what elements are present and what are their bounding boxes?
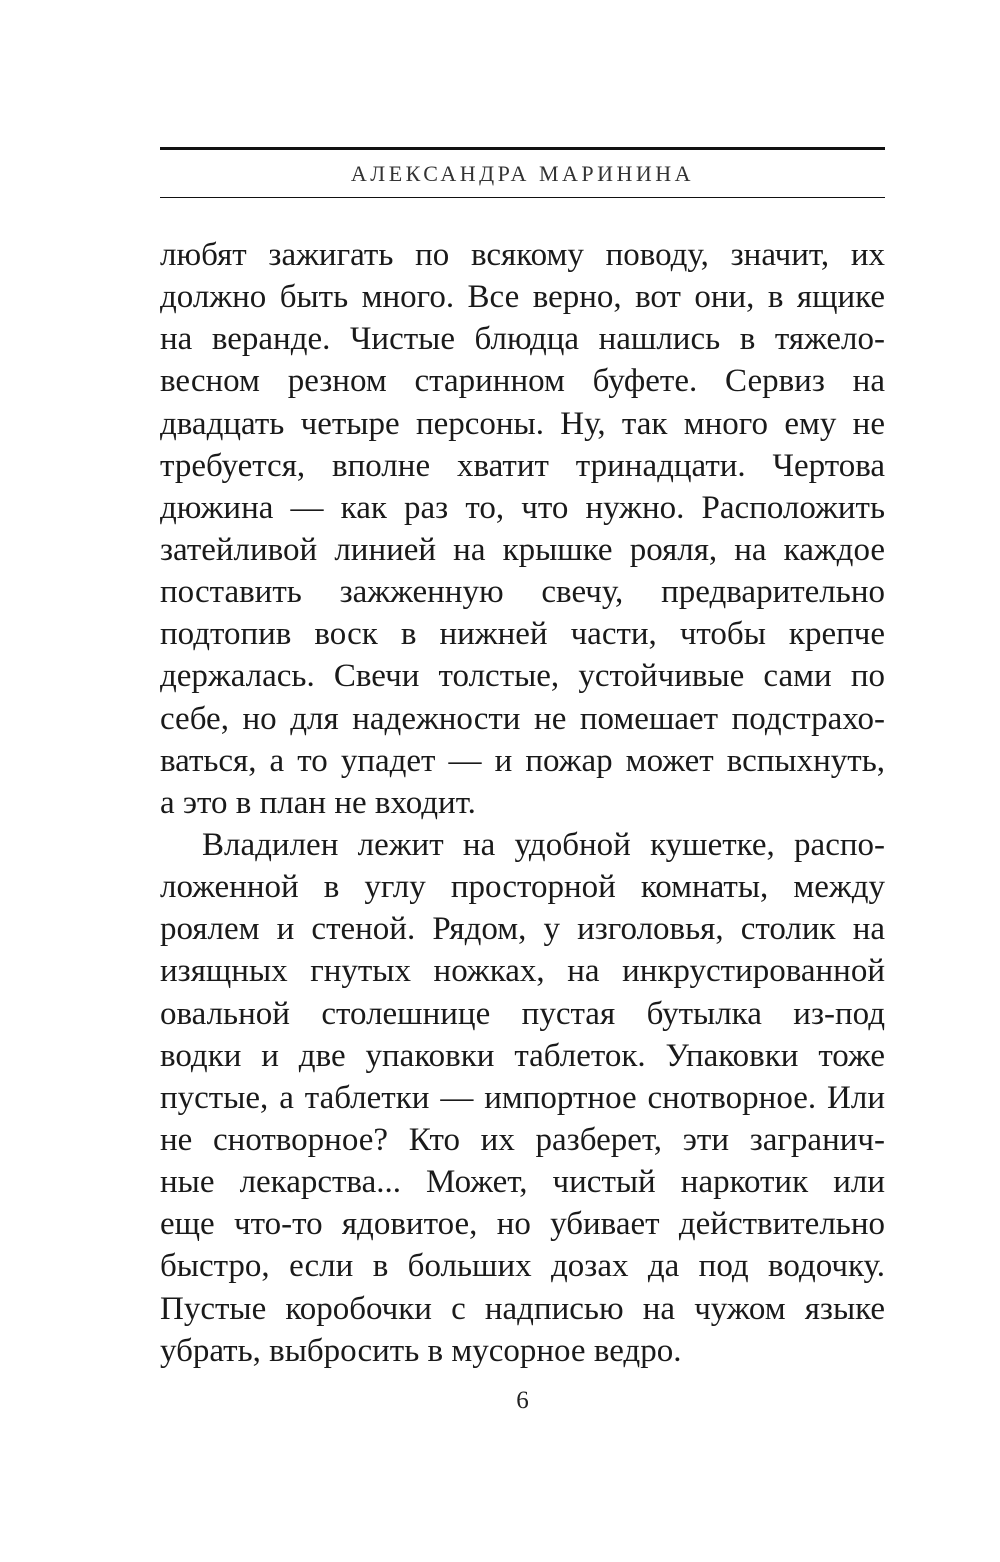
header-bottom-rule	[160, 197, 885, 198]
text-line: держалась. Свечи толстые, устойчивые сами по	[160, 658, 885, 695]
text-line: весном резном старинном буфете. Сервиз на	[160, 363, 885, 400]
text-line: на веранде. Чистые блюдца нашлись в тяжело-	[160, 321, 885, 358]
body-text	[160, 234, 885, 1372]
paragraph	[160, 824, 885, 1372]
page-number: 6	[516, 1387, 529, 1414]
text-line: двадцать четыре персоны. Ну, так много ему не	[160, 405, 885, 442]
text-line: требуется, вполне хватит тринадцати. Чертова	[160, 447, 885, 484]
text-line: Пустые коробочки с надписью на чужом языке	[160, 1290, 885, 1327]
running-head-author: АЛЕКСАНДРА МАРИНИНА	[350, 161, 695, 186]
text-line: а это в план не входит.	[160, 784, 476, 821]
text-line: пустые, а таблетки — импортное снотворное. Или	[160, 1079, 885, 1116]
text-line: еще что-то ядовитое, но убивает действительно	[160, 1206, 885, 1243]
text-line: роялем и стеной. Рядом, у изголовья, столик на	[160, 911, 885, 948]
text-line: должно быть много. Все верно, вот они, в ящике	[160, 279, 885, 316]
text-line: быстро, если в больших дозах да под водочку.	[160, 1248, 885, 1285]
text-line: не снотворное? Кто их разберет, эти загранич-	[160, 1121, 885, 1158]
text-line: убрать, выбросить в мусорное ведро.	[160, 1332, 682, 1369]
text-line: овальной столешнице пустая бутылка из-под	[160, 995, 885, 1032]
text-line: водки и две упаковки таблеток. Упаковки тоже	[160, 1037, 885, 1074]
paragraph	[160, 234, 885, 824]
text-line: дюжина — как раз то, что нужно. Расположить	[160, 489, 885, 526]
header-top-rule	[160, 147, 885, 150]
text-line: ложенной в углу просторной комнаты, между	[160, 869, 885, 906]
text-line: любят зажигать по всякому поводу, значит, их	[160, 237, 885, 273]
text-line: поставить зажженную свечу, предварительно	[160, 574, 885, 611]
text-line: изящных гнутых ножках, на инкрустированной	[160, 953, 885, 990]
text-line: затейливой линией на крышке рояля, на каждое	[160, 531, 885, 568]
text-line: ные лекарства... Может, чистый наркотик или	[160, 1164, 885, 1201]
text-line: себе, но для надежности не помешает подстрахо-	[160, 700, 885, 737]
text-line: Владилен лежит на удобной кушетке, распо-	[202, 826, 885, 863]
text-line: ваться, а то упадет — и пожар может вспыхнуть,	[160, 742, 885, 779]
text-line: подтопив воск в нижней части, чтобы крепче	[160, 616, 885, 653]
